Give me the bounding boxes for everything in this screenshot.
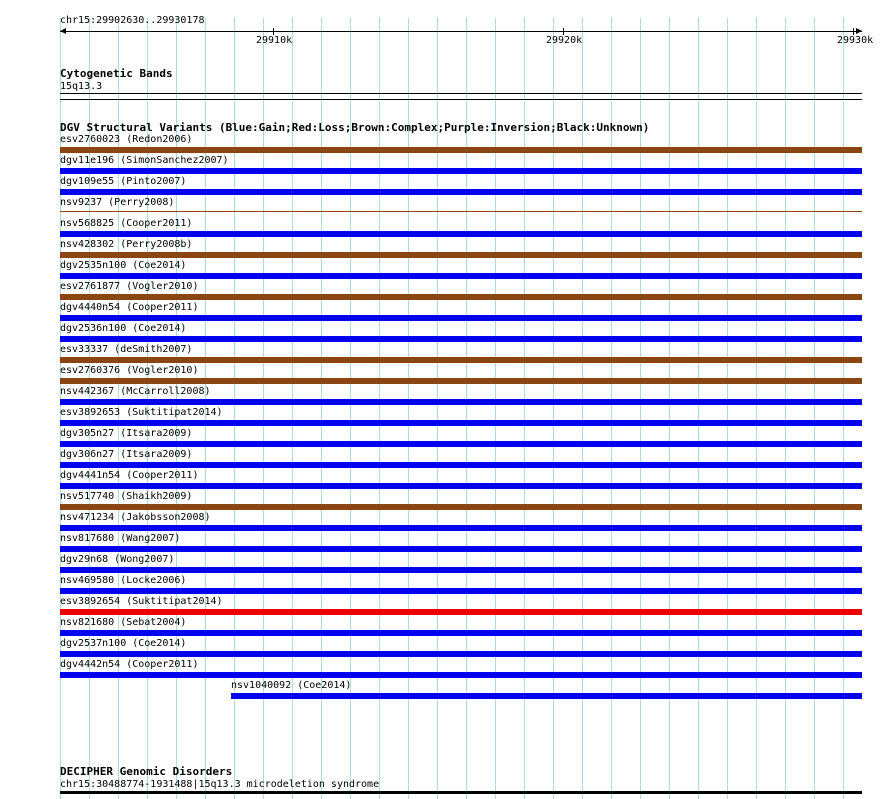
dgv-variant[interactable] — [60, 134, 862, 154]
dgv-variant-bar[interactable] — [60, 546, 862, 552]
dgv-variant-bar[interactable] — [60, 231, 862, 237]
dgv-variant[interactable] — [60, 638, 862, 658]
dgv-variant-bar[interactable] — [60, 252, 862, 258]
dgv-variant-bar[interactable] — [60, 588, 862, 594]
dgv-variant-bar[interactable] — [60, 504, 862, 510]
dgv-variant[interactable] — [60, 491, 862, 511]
dgv-variant-bar[interactable] — [60, 294, 862, 300]
dgv-variant-label: dgv2536n100 (Coe2014) — [60, 323, 187, 334]
dgv-variant[interactable] — [60, 302, 862, 322]
dgv-variant[interactable] — [60, 512, 862, 532]
dgv-variant[interactable] — [60, 344, 862, 364]
dgv-variant-bar[interactable] — [60, 168, 862, 174]
dgv-variant[interactable] — [60, 176, 862, 196]
dgv-variant-label: nsv428302 (Perry2008b) — [60, 239, 193, 250]
dgv-variant-bar[interactable] — [60, 336, 862, 342]
dgv-variant-label: dgv4440n54 (Cooper2011) — [60, 302, 199, 313]
dgv-variant-bar[interactable] — [60, 273, 862, 279]
dgv-variant-label: dgv306n27 (Itsara2009) — [60, 449, 193, 460]
dgv-variant-bar[interactable] — [60, 315, 862, 321]
decipher-track-title[interactable]: DECIPHER Genomic Disorders — [60, 765, 233, 778]
dgv-variant-label: dgv109e55 (Pinto2007) — [60, 176, 187, 187]
decipher-feature-label: chr15:30488774-1931488|15q13.3 microdeletion syndrome — [60, 779, 380, 790]
dgv-variant[interactable] — [60, 218, 862, 238]
dgv-variant[interactable] — [60, 449, 862, 469]
dgv-variant[interactable] — [60, 407, 862, 427]
dgv-variant[interactable] — [60, 659, 862, 679]
dgv-variant-label: esv3892653 (Suktitipat2014) — [60, 407, 223, 418]
dgv-variant-bar[interactable] — [60, 399, 862, 405]
dgv-variant-bar[interactable] — [60, 630, 862, 636]
dgv-variant[interactable] — [60, 470, 862, 490]
dgv-variant[interactable] — [60, 281, 862, 301]
dgv-variant[interactable] — [231, 680, 862, 700]
dgv-variant-label: nsv568825 (Cooper2011) — [60, 218, 193, 229]
dgv-variant-label: nsv517740 (Shaikh2009) — [60, 491, 193, 502]
dgv-variant-label: dgv2535n100 (Coe2014) — [60, 260, 187, 271]
cytoband-label: 15q13.3 — [60, 81, 103, 92]
cytoband-track-title[interactable]: Cytogenetic Bands — [60, 67, 173, 80]
dgv-variant-label: dgv29n68 (Wong2007) — [60, 554, 175, 565]
dgv-variant-label: nsv9237 (Perry2008) — [60, 197, 175, 208]
dgv-variant-bar[interactable] — [60, 378, 862, 384]
dgv-variant-bar[interactable] — [231, 693, 862, 699]
dgv-variant-bar[interactable] — [60, 189, 862, 195]
dgv-variant-label: nsv1040092 (Coe2014) — [231, 680, 352, 691]
dgv-variant[interactable] — [60, 386, 862, 406]
ruler-tick-label: 29930k — [837, 35, 874, 46]
dgv-variant-bar[interactable] — [60, 211, 862, 212]
dgv-variant-label: dgv2537n100 (Coe2014) — [60, 638, 187, 649]
decipher-feature-bar[interactable] — [60, 791, 862, 794]
locus-label: chr15:29902630..29930178 — [60, 15, 205, 26]
dgv-variant[interactable] — [60, 260, 862, 280]
dgv-variant-bar[interactable] — [60, 420, 862, 426]
dgv-variant[interactable] — [60, 239, 862, 259]
dgv-variant-bar[interactable] — [60, 567, 862, 573]
dgv-variant[interactable] — [60, 617, 862, 637]
dgv-variant[interactable] — [60, 533, 862, 553]
dgv-variant-label: esv3892654 (Suktitipat2014) — [60, 596, 223, 607]
dgv-variant-label: dgv305n27 (Itsara2009) — [60, 428, 193, 439]
dgv-variant-bar[interactable] — [60, 609, 862, 615]
dgv-variant-label: esv33337 (deSmith2007) — [60, 344, 193, 355]
dgv-variant[interactable] — [60, 197, 862, 217]
dgv-variant-label: nsv817680 (Wang2007) — [60, 533, 181, 544]
dgv-variant[interactable] — [60, 554, 862, 574]
dgv-variant-bar[interactable] — [60, 357, 862, 363]
dgv-variant-label: esv2760376 (Vogler2010) — [60, 365, 199, 376]
dgv-variant-bar[interactable] — [60, 441, 862, 447]
dgv-variant-label: nsv821680 (Sebat2004) — [60, 617, 187, 628]
dgv-variant[interactable] — [60, 575, 862, 595]
dgv-variant-bar[interactable] — [60, 525, 862, 531]
dgv-variant[interactable] — [60, 323, 862, 343]
dgv-variant-bar[interactable] — [60, 462, 862, 468]
dgv-variant-label: nsv469580 (Locke2006) — [60, 575, 187, 586]
ruler-tick-label: 29910k — [256, 35, 293, 46]
dgv-variant-label: esv2760023 (Redon2006) — [60, 134, 193, 145]
dgv-variant-bar[interactable] — [60, 672, 862, 678]
dgv-variant[interactable] — [60, 365, 862, 385]
dgv-variant-label: esv2761877 (Vogler2010) — [60, 281, 199, 292]
dgv-variant-bar[interactable] — [60, 651, 862, 657]
dgv-variant-bar[interactable] — [60, 483, 862, 489]
dgv-variant-label: dgv11e196 (SimonSanchez2007) — [60, 155, 229, 166]
dgv-variant[interactable] — [60, 428, 862, 448]
dgv-variant-label: dgv4442n54 (Cooper2011) — [60, 659, 199, 670]
dgv-variant-bar[interactable] — [60, 147, 862, 153]
dgv-track-title[interactable]: DGV Structural Variants (Blue:Gain;Red:Loss;Brown:Complex;Purple:Inversion;Black:Unknown) — [60, 121, 650, 134]
dgv-variant-label: nsv471234 (Jakobsson2008) — [60, 512, 211, 523]
dgv-variant-label: nsv442367 (McCarroll2008) — [60, 386, 211, 397]
dgv-variant[interactable] — [60, 596, 862, 616]
dgv-variant-label: dgv4441n54 (Cooper2011) — [60, 470, 199, 481]
dgv-variant[interactable] — [60, 155, 862, 175]
ruler-tick-label: 29920k — [546, 35, 583, 46]
